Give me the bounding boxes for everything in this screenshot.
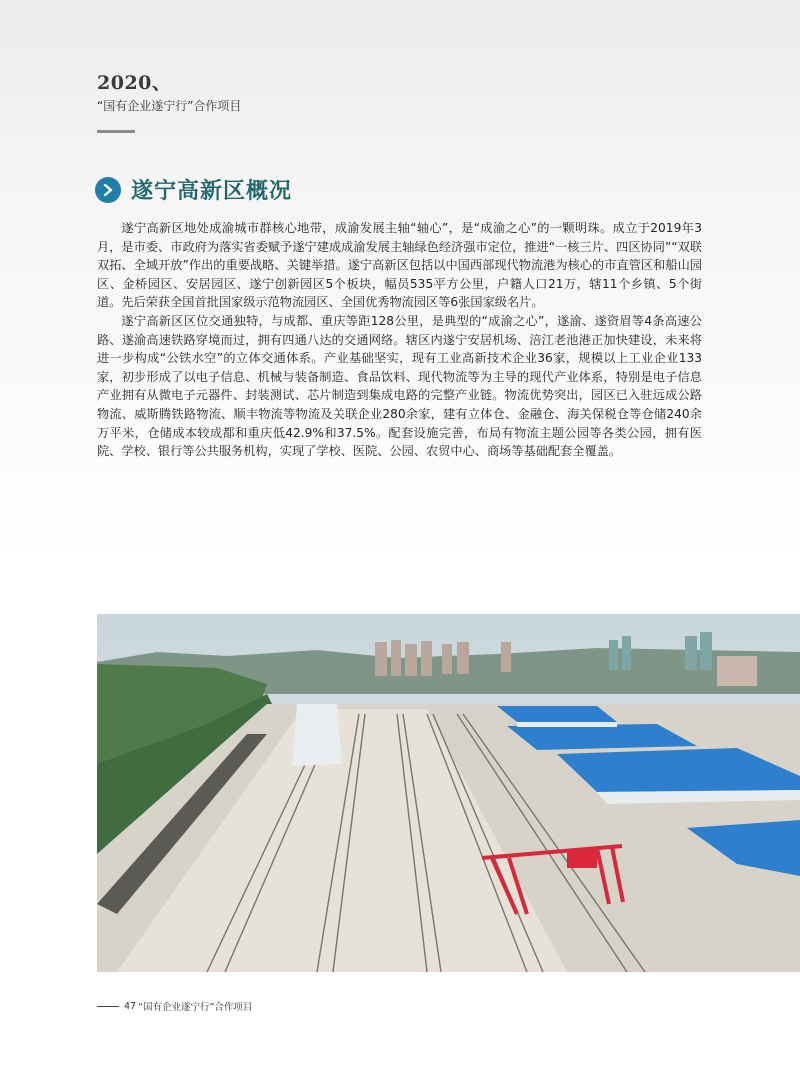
page-number: 47 xyxy=(124,1000,137,1012)
footer-dash xyxy=(97,1006,119,1007)
article-body xyxy=(97,219,702,461)
header-year: 2020、 xyxy=(97,72,172,94)
chevron-right-icon xyxy=(95,177,121,203)
logistics-hub-aerial-photo xyxy=(97,614,800,972)
section-heading xyxy=(95,174,292,205)
section-title: 遂宁高新区概况 xyxy=(131,178,293,204)
page-footer xyxy=(97,999,252,1013)
page-header xyxy=(97,68,241,133)
header-subtitle: “国有企业遂宁行”合作项目 xyxy=(97,99,242,113)
footer-text: “国有企业遂宁行”合作项目 xyxy=(138,1002,253,1013)
paragraph-overview: 遂宁高新区地处成渝城市群核心地带，成渝发展主轴“轴心”，是“成渝之心”的一颗明珠。成立于2019年3月，是市委、市政府为落实省委赋予遂宁建成成渝发展主轴绿色经济强市定位，推进“一核三片、四区协同”“双联双拓、全域开放”作出的重要战略、关键举措。遂宁高新区包括以中国西部现代物流港为核心的市直管区和船山园区、金桥园区、安居园区、遂宁创新园区5个板块，幅员535平方公里，户籍人口21万，辖11个乡镇、5个街道。先后荣获全国首批国家级示范物流园区、全国优秀物流园区等6张国家级名片。 xyxy=(97,221,702,310)
paragraph-location: 遂宁高新区区位交通独特，与成都、重庆等距128公里，是典型的“成渝之心”，遂渝、遂资眉等4条高速公路、遂渝高速铁路穿境而过，拥有四通八达的交通网络。辖区内遂宁安居机场、涪江老池港正加快建设，未来将进一步构成“公铁水空”的立体交通体系。产业基础坚实，现有工业高新技术企业36家，规模以上工业企业133家，初步形成了以电子信息、机械与装备制造、食品饮料、现代物流等为主导的现代产业体系，特别是电子信息产业拥有从微电子元器件、封装测试、芯片制造到集成电路的完整产业链。物流优势突出，园区已入驻远成公路物流、威斯腾铁路物流、顺丰物流等物流及关联企业280余家，建有立体仓、金融仓、海关保税仓等仓储240余万平米，仓储成本较成都和重庆低42.9%和37.5%。配套设施完善，布局有物流主题公园等各类公园，拥有医院、学校、银行等公共服务机构，实现了学校、医院、公园、农贸中心、商场等基础配套全覆盖。 xyxy=(97,313,702,459)
header-divider xyxy=(97,130,135,133)
